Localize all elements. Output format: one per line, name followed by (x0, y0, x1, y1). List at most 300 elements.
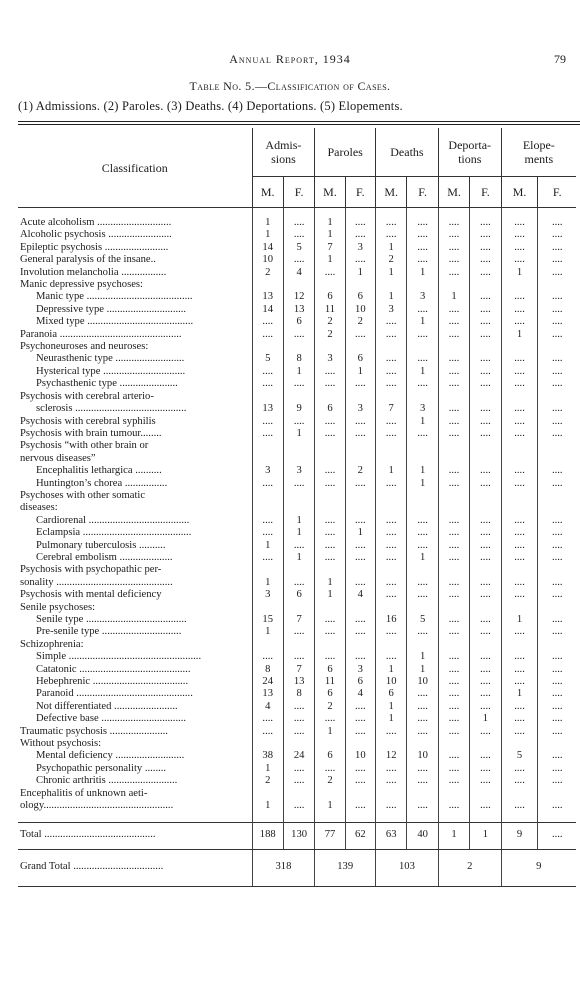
table-cell: 2 (252, 775, 283, 787)
table-cell: 1 (376, 267, 407, 279)
table-cell (315, 738, 345, 750)
table-cell: .... (438, 515, 469, 527)
table-row (18, 763, 576, 775)
table-cell: .... (470, 750, 501, 762)
table-cell: .... (470, 378, 501, 390)
table-cell: .... (438, 229, 469, 241)
table-cell (376, 738, 407, 750)
row-label: Chronic arthritis .......................... (36, 775, 178, 787)
table-cell (501, 788, 538, 800)
row-label: Involution melancholia ................. (20, 266, 167, 278)
table-cell (345, 279, 375, 291)
table-cell: 1 (376, 291, 407, 303)
table-row (18, 316, 576, 328)
table-cell: 4 (345, 589, 375, 601)
table-row (18, 552, 576, 564)
table-row (18, 217, 576, 229)
table-cell: .... (438, 366, 469, 378)
table-cell: .... (345, 713, 375, 725)
table-cell: .... (252, 713, 283, 725)
header-sub-m: M. (315, 177, 345, 208)
row-label: Defective base ................................ (36, 713, 187, 725)
row-label: Not differentiated ........................ (36, 700, 178, 712)
table-cell: .... (252, 416, 283, 428)
table-cell: .... (376, 416, 407, 428)
table-row (18, 602, 576, 614)
table-cell: .... (345, 763, 375, 775)
table-cell: 12 (283, 291, 314, 303)
table-cell: .... (438, 353, 469, 365)
table-row (18, 800, 576, 812)
table-cell: 1 (315, 229, 345, 241)
table-cell: .... (538, 515, 576, 527)
table-cell: .... (501, 428, 538, 440)
table-cell (252, 440, 283, 452)
table-cell (283, 440, 314, 452)
table-cell: .... (407, 329, 438, 341)
table-cell (438, 490, 469, 502)
table-cell: .... (345, 217, 375, 229)
table-cell: .... (345, 651, 375, 663)
table-title (0, 79, 580, 94)
table-cell: .... (283, 763, 314, 775)
table-cell: 1 (407, 552, 438, 564)
table-cell (283, 788, 314, 800)
table-cell: .... (438, 626, 469, 638)
table-cell: .... (538, 254, 576, 266)
table-cell: .... (407, 527, 438, 539)
grand-total-cell: 139 (315, 849, 376, 886)
table-cell: .... (470, 800, 501, 812)
table-row (18, 478, 576, 490)
table-cell: 1 (407, 267, 438, 279)
row-label: Epileptic psychosis ........................ (20, 241, 169, 253)
table-row (18, 688, 576, 700)
table-cell: .... (470, 254, 501, 266)
table-cell (438, 453, 469, 465)
table-cell: .... (345, 614, 375, 626)
table-cell: .... (407, 378, 438, 390)
table-cell: 3 (345, 403, 375, 415)
table-cell: 1 (283, 428, 314, 440)
table-cell: .... (345, 626, 375, 638)
table-cell (438, 440, 469, 452)
table-cell: .... (501, 540, 538, 552)
header-paroles: Paroles (315, 128, 376, 177)
table-cell (501, 453, 538, 465)
table-cell: .... (345, 540, 375, 552)
table-cell: .... (283, 416, 314, 428)
table-cell: .... (407, 763, 438, 775)
table-cell: 1 (407, 366, 438, 378)
table-cell: .... (538, 664, 576, 676)
table-cell: .... (470, 217, 501, 229)
table-cell: .... (315, 378, 345, 390)
table-cell: 4 (252, 701, 283, 713)
table-cell: .... (470, 515, 501, 527)
row-label: ology................................................. (20, 800, 174, 812)
row-label: Pre-senile type .............................. (36, 626, 182, 638)
table-cell: 10 (345, 750, 375, 762)
table-cell: .... (538, 329, 576, 341)
table-cell: .... (538, 217, 576, 229)
table-cell: .... (501, 726, 538, 738)
table-cell: .... (376, 800, 407, 812)
table-cell: .... (376, 552, 407, 564)
table-cell: 3 (252, 589, 283, 601)
table-cell: 5 (501, 750, 538, 762)
table-cell (345, 564, 375, 576)
table-cell: .... (501, 552, 538, 564)
table-cell: .... (438, 726, 469, 738)
table-cell: .... (252, 726, 283, 738)
table-cell (407, 564, 438, 576)
table-row (18, 713, 576, 725)
table-cell: .... (501, 664, 538, 676)
table-legend: (1) Admissions. (2) Paroles. (3) Deaths. (4) Deportations. (5) Elopements. (18, 99, 403, 113)
table-cell: 14 (252, 242, 283, 254)
table-row (18, 577, 576, 589)
header-sub-m: M. (376, 177, 407, 208)
table-cell (538, 391, 576, 403)
table-cell: 2 (315, 329, 345, 341)
table-cell: .... (283, 626, 314, 638)
table-cell: .... (438, 651, 469, 663)
table-cell (252, 788, 283, 800)
row-label: Psychopathic personality ........ (36, 762, 167, 774)
table-cell: .... (501, 713, 538, 725)
row-label: Neurasthenic type .......................... (36, 353, 185, 365)
table-cell: .... (407, 577, 438, 589)
table-cell (345, 453, 375, 465)
table-title-prefix: Table No. 5.— (189, 79, 268, 93)
row-label: Hebephrenic .................................... (36, 676, 189, 688)
table-row (18, 651, 576, 663)
table-cell (538, 341, 576, 353)
table-cell: .... (252, 478, 283, 490)
table-cell (407, 738, 438, 750)
table-row (18, 788, 576, 800)
table-cell (407, 502, 438, 514)
table-cell (283, 738, 314, 750)
header-sub-f: F. (538, 177, 576, 208)
table-cell (470, 564, 501, 576)
table-cell (252, 502, 283, 514)
table-cell: .... (470, 428, 501, 440)
table-cell: .... (538, 316, 576, 328)
table-cell (252, 639, 283, 651)
table-cell: .... (538, 378, 576, 390)
table-cell (407, 453, 438, 465)
table-cell: .... (538, 713, 576, 725)
table-cell (376, 279, 407, 291)
table-cell (470, 341, 501, 353)
table-cell: .... (252, 552, 283, 564)
table-cell (501, 490, 538, 502)
table-cell (538, 502, 576, 514)
table-cell (470, 279, 501, 291)
table-row (18, 589, 576, 601)
table-cell: .... (470, 651, 501, 663)
table-cell: 6 (315, 664, 345, 676)
table-cell: .... (470, 614, 501, 626)
table-cell: .... (438, 329, 469, 341)
total-cell: 1 (470, 822, 501, 849)
table-cell (315, 440, 345, 452)
table-cell: 1 (501, 688, 538, 700)
table-cell: .... (470, 267, 501, 279)
table-row (18, 490, 576, 502)
table-cell (438, 391, 469, 403)
table-cell: .... (470, 478, 501, 490)
table-cell (501, 341, 538, 353)
table-cell: .... (501, 701, 538, 713)
table-cell: 2 (315, 316, 345, 328)
table-cell (376, 502, 407, 514)
table-cell: 6 (315, 291, 345, 303)
table-cell (252, 564, 283, 576)
table-cell: .... (438, 428, 469, 440)
table-cell (315, 341, 345, 353)
table-cell: .... (438, 527, 469, 539)
table-cell: 1 (501, 329, 538, 341)
table-cell: 1 (345, 267, 375, 279)
table-cell (501, 391, 538, 403)
table-cell: .... (315, 515, 345, 527)
table-cell: .... (407, 701, 438, 713)
table-cell: .... (438, 416, 469, 428)
row-label: Psychosis with cerebral syphilis (20, 415, 156, 427)
table-cell: 7 (376, 403, 407, 415)
table-cell: .... (283, 478, 314, 490)
table-cell: .... (538, 304, 576, 316)
row-label: Psychosis “with other brain or (20, 440, 149, 452)
table-cell: .... (470, 775, 501, 787)
table-cell: 1 (407, 465, 438, 477)
table-cell (283, 564, 314, 576)
table-cell: .... (538, 465, 576, 477)
spacer-row (18, 813, 576, 823)
table-cell: .... (376, 540, 407, 552)
table-cell (283, 279, 314, 291)
table-cell: .... (538, 589, 576, 601)
table-cell: 13 (252, 688, 283, 700)
table-cell (376, 564, 407, 576)
table-cell: 10 (345, 304, 375, 316)
table-cell: .... (345, 229, 375, 241)
table-cell: .... (501, 527, 538, 539)
table-cell: 1 (315, 217, 345, 229)
row-label: Paranoia .............................................. (20, 328, 182, 340)
table-cell: .... (501, 478, 538, 490)
table-cell: .... (376, 229, 407, 241)
table-cell (315, 453, 345, 465)
table-cell: .... (376, 478, 407, 490)
table-cell: .... (407, 254, 438, 266)
table-cell: .... (538, 750, 576, 762)
table-cell: 1 (407, 651, 438, 663)
table-cell: 1 (315, 726, 345, 738)
table-cell (345, 738, 375, 750)
table-cell: .... (470, 229, 501, 241)
grand-total-cell: 9 (501, 849, 576, 886)
table-cell: .... (345, 701, 375, 713)
table-cell: 24 (252, 676, 283, 688)
table-cell: .... (252, 515, 283, 527)
table-cell: .... (407, 229, 438, 241)
row-label: Encephalitis lethargica .......... (36, 465, 162, 477)
table-cell: .... (470, 664, 501, 676)
table-cell: .... (376, 527, 407, 539)
table-cell: .... (407, 713, 438, 725)
table-cell: .... (407, 304, 438, 316)
table-cell: .... (470, 589, 501, 601)
table-cell (345, 440, 375, 452)
table-cell (252, 490, 283, 502)
table-cell: .... (470, 626, 501, 638)
table-row (18, 515, 576, 527)
table-row (18, 366, 576, 378)
table-cell (376, 453, 407, 465)
table-cell: .... (407, 726, 438, 738)
table-cell: .... (470, 726, 501, 738)
table-cell (252, 738, 283, 750)
table-cell (407, 391, 438, 403)
table-row (18, 775, 576, 787)
table-cell: .... (538, 552, 576, 564)
table-cell (538, 440, 576, 452)
table-cell: .... (345, 577, 375, 589)
table-cell: 7 (315, 242, 345, 254)
table-cell (538, 453, 576, 465)
header-admissions: Admis- sions (252, 128, 315, 177)
table-row (18, 229, 576, 241)
table-row (18, 726, 576, 738)
table-cell (345, 341, 375, 353)
table-row (18, 267, 576, 279)
row-label: Cerebral embolism .................... (36, 551, 173, 563)
row-label: Psychosis with cerebral arterio- (20, 390, 154, 402)
header-sub-f: F. (470, 177, 501, 208)
table-cell (252, 391, 283, 403)
table-cell (438, 788, 469, 800)
table-cell (315, 564, 345, 576)
table-cell: .... (501, 651, 538, 663)
header-sub-m: M. (438, 177, 469, 208)
table-cell: .... (345, 726, 375, 738)
table-cell: .... (407, 353, 438, 365)
table-cell (407, 440, 438, 452)
table-cell: .... (470, 242, 501, 254)
table-cell: 6 (345, 676, 375, 688)
table-cell: .... (345, 416, 375, 428)
table-cell: .... (252, 651, 283, 663)
table-cell: .... (376, 366, 407, 378)
table-row (18, 353, 576, 365)
table-cell: .... (438, 217, 469, 229)
table-cell: .... (283, 713, 314, 725)
table-cell: .... (438, 540, 469, 552)
table-cell: .... (438, 378, 469, 390)
table-cell: 15 (252, 614, 283, 626)
table-cell (501, 440, 538, 452)
table-row (18, 391, 576, 403)
table-row (18, 329, 576, 341)
table-row (18, 564, 576, 576)
table-cell: .... (538, 478, 576, 490)
table-cell: .... (315, 366, 345, 378)
table-cell: .... (538, 577, 576, 589)
table-cell: 3 (345, 242, 375, 254)
table-cell: .... (470, 291, 501, 303)
table-cell (501, 279, 538, 291)
table-cell: .... (470, 701, 501, 713)
table-cell (438, 602, 469, 614)
table-cell (376, 639, 407, 651)
table-cell: .... (501, 676, 538, 688)
table-cell: .... (470, 527, 501, 539)
table-row (18, 416, 576, 428)
table-cell (376, 490, 407, 502)
table-cell: .... (438, 403, 469, 415)
table-cell: 1 (407, 664, 438, 676)
table-cell (407, 602, 438, 614)
table-cell (470, 391, 501, 403)
table-cell: 6 (283, 589, 314, 601)
total-row (18, 822, 576, 849)
table-cell: .... (376, 353, 407, 365)
row-label: Mental deficiency .......................... (36, 750, 185, 762)
table-cell: .... (438, 775, 469, 787)
table-cell: 1 (283, 366, 314, 378)
table-cell: 1 (407, 416, 438, 428)
table-cell: 2 (376, 254, 407, 266)
table-cell: .... (470, 763, 501, 775)
table-cell: .... (470, 329, 501, 341)
table-cell: .... (501, 291, 538, 303)
total-cell: 9 (501, 822, 538, 849)
table-cell: .... (345, 800, 375, 812)
table-cell (283, 490, 314, 502)
table-cell: .... (501, 416, 538, 428)
table-cell: .... (345, 254, 375, 266)
table-cell: .... (470, 552, 501, 564)
table-cell: .... (438, 267, 469, 279)
page-number: 79 (554, 52, 566, 66)
table-cell: .... (501, 316, 538, 328)
table-cell: .... (376, 316, 407, 328)
row-label: nervous diseases” (20, 452, 96, 464)
table-row (18, 440, 576, 452)
table-cell: .... (501, 242, 538, 254)
table-cell: 1 (438, 291, 469, 303)
table-cell: 2 (345, 316, 375, 328)
total-cell: 130 (283, 822, 314, 849)
table-cell: 6 (283, 316, 314, 328)
table-cell (345, 639, 375, 651)
table-row (18, 676, 576, 688)
table-cell: 10 (407, 676, 438, 688)
table-row (18, 750, 576, 762)
table-cell: 6 (345, 353, 375, 365)
row-label: Schizophrenia: (20, 638, 84, 650)
grand-total-cell: 318 (252, 849, 315, 886)
table-cell: .... (438, 800, 469, 812)
table-cell (252, 279, 283, 291)
total-cell: 1 (438, 822, 469, 849)
table-cell: .... (438, 242, 469, 254)
table-cell: .... (407, 688, 438, 700)
